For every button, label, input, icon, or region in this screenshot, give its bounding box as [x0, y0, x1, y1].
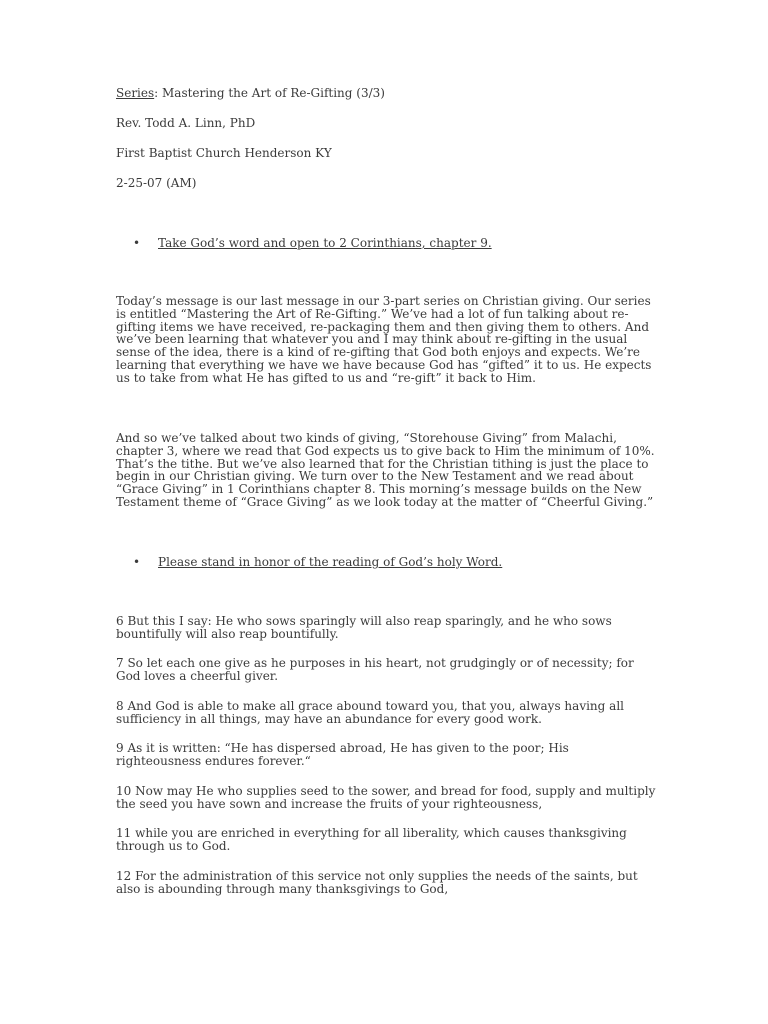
series-line	[116, 86, 656, 100]
verse-8: 8 And God is able to make all grace abound toward you, that you, always having all sufficiency in all things, may have an abundance for every good work.	[116, 699, 624, 726]
verse-11: 11 while you are enriched in everything for all liberality, which causes thanksgiving through us to God.	[116, 826, 627, 853]
bullet-marker: •	[133, 555, 141, 569]
verse-12: 12 For the administration of this service not only supplies the needs of the saints, but also is abounding through many thanksgivings to God,	[116, 869, 638, 896]
intro-paragraph: Today’s message is our last message in our 3-part series on Christian giving. Our series is entitled “Mastering the Art of Re-Gifting.” We’ve had a lot of fun talking about re-gifting items we have received, re-packaging them and then giving them to others. And we’ve been learning that whatever you and I may think about re-gifting in the usual sense of the idea, there is a kind of re-gifting that God both enjoys and expects. We’re learning that everything we have we have because God has “gifted” it to us. He expects us to take from what He has gifted to us and “re-gift” it back to Him.	[116, 294, 652, 385]
verse-9: 9 As it is written: “He has dispersed abroad, He has given to the poor; His righteousness endures forever.“	[116, 741, 569, 768]
church-line: First Baptist Church Henderson KY	[116, 146, 332, 160]
author-line: Rev. Todd A. Linn, PhD	[116, 116, 256, 130]
verse-10: 10 Now may He who supplies seed to the sower, and bread for food, supply and multiply the seed you have sown and increase the fruits of your righteousness,	[116, 784, 656, 811]
recap-paragraph: And so we’ve talked about two kinds of giving, “Storehouse Giving” from Malachi, chapter 3, where we read that God expects us to give back to Him the minimum of 10%. That’s the tithe. But we’ve also learned that for the Christian tithing is just the place to begin in our Christian giving. We turn over to the New Testament and we read about “Grace Giving” in 1 Corinthians chapter 8. This morning’s message builds on the New Testament theme of “Grace Giving” as we look today at the matter of “Cheerful Giving.”	[116, 431, 655, 509]
bullet-text: Please stand in honor of the reading of God’s holy Word.	[158, 555, 503, 569]
date-line: 2-25-07 (AM)	[116, 176, 197, 190]
bullet-text: Take God’s word and open to 2 Corinthians, chapter 9.	[158, 236, 492, 250]
verse-7: 7 So let each one give as he purposes in his heart, not grudgingly or of necessity; for God loves a cheerful giver.	[116, 656, 634, 683]
series-title: : Mastering the Art of Re-Gifting (3/3)	[154, 86, 385, 100]
verse-6: 6 But this I say: He who sows sparingly will also reap sparingly, and he who sows bountifully will also reap bountifully.	[116, 614, 612, 641]
series-label: Series	[116, 86, 155, 100]
bullet-marker: •	[133, 236, 141, 250]
